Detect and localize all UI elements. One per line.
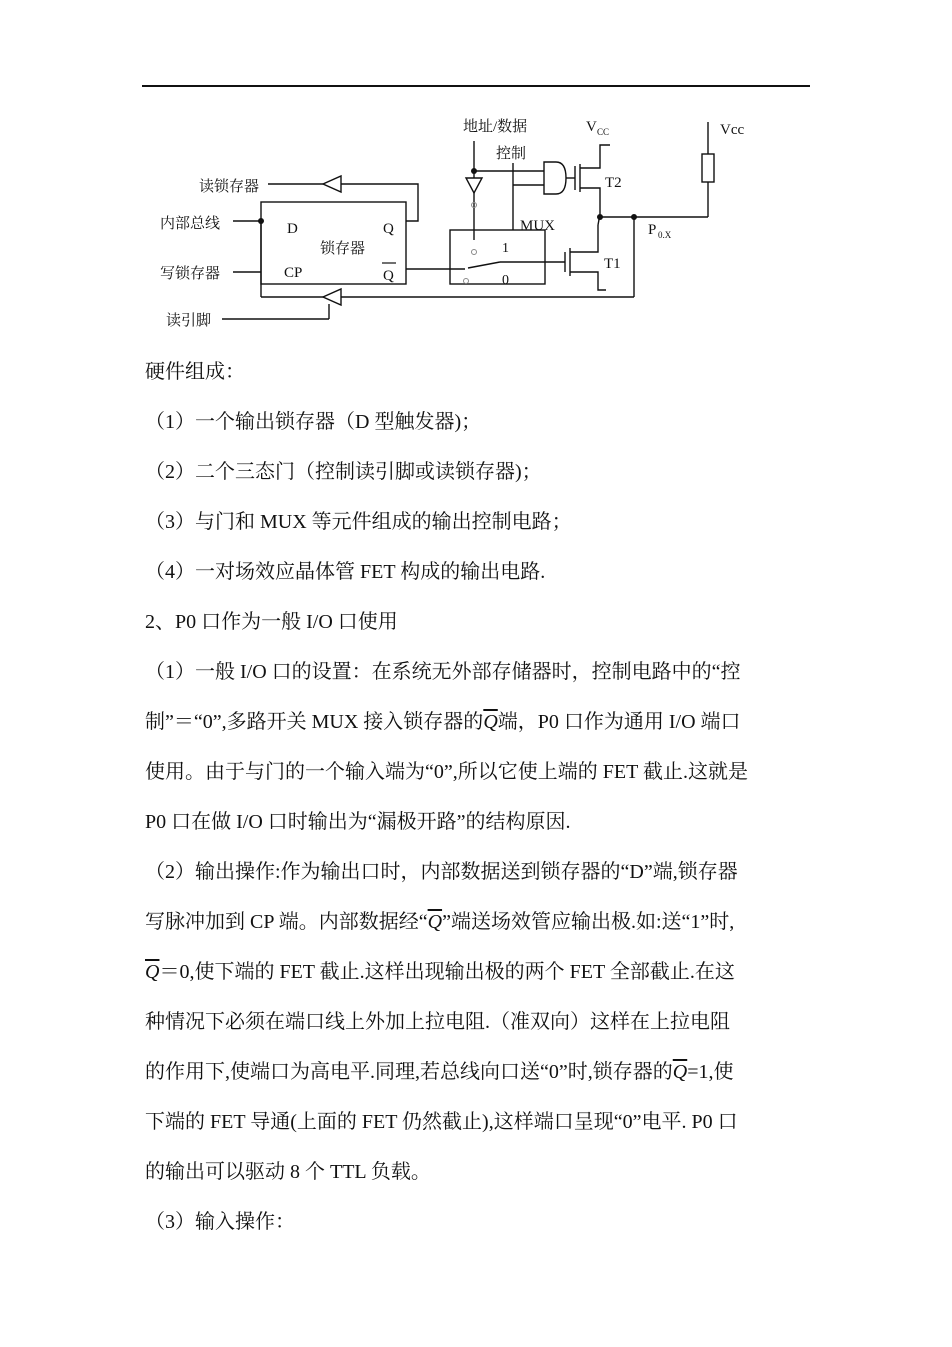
latch-q: Q — [383, 221, 394, 237]
text-line-12: 写脉冲加到 CP 端。内部数据经“$\overline{Q}$”端送场效管应输出极.如:送“1”时, — [145, 911, 735, 933]
mux-input-1: 1 — [502, 241, 509, 256]
text-line-10: P0 口在做 I/O 口时输出为“漏极开路”的结构原因. — [145, 811, 571, 833]
label-addr-data: 地址/数据 — [463, 119, 528, 135]
text-line-16: 下端的 FET 导通(上面的 FET 仍然截止),这样端口呈现“0”电平. P0 口 — [145, 1111, 738, 1133]
text-line-18: （3）输入操作： — [145, 1211, 295, 1233]
q-bar-symbol: $\overline{Q}$ — [145, 961, 160, 983]
label-p0x-sub: 0.X — [658, 230, 672, 240]
mux-box — [450, 230, 545, 284]
q-bar-symbol: $\overline{Q}$ — [483, 711, 498, 733]
mux-input-0: 0 — [502, 273, 509, 288]
latch-cp: CP — [284, 265, 303, 281]
q-bar-symbol: $\overline{Q}$ — [427, 911, 443, 933]
text-line-9: 使用。由于与门的一个输入端为“0”,所以它使上端的 FET 截止.这就是 — [145, 761, 748, 783]
q-bar-symbol: $\overline{Q}$ — [672, 1061, 688, 1083]
label-internal-bus: 内部总线 — [160, 216, 221, 232]
label-mux: MUX — [520, 218, 556, 234]
text-line-13: $\overline{Q}=0$,使下端的 FET 截止.这样出现输出极的两个 FET 全部截止.在这 — [145, 961, 735, 983]
label-vcc-right: Vcc — [720, 122, 745, 138]
latch-d: D — [287, 221, 298, 237]
text-line-3: （2）二个三态门（控制读引脚或读锁存器)； — [145, 461, 542, 483]
label-control: 控制 — [496, 146, 527, 162]
p0-port-circuit-diagram — [0, 0, 952, 340]
text-line-7: （1）一般 I/O 口的设置：在系统无外部存储器时，控制电路中的“控 — [145, 661, 741, 683]
text-line-11: （2）输出操作:作为输出口时，内部数据送到锁存器的“D”端,锁存器 — [145, 861, 738, 883]
label-t2: T2 — [605, 175, 622, 191]
latch-qbar: Q — [383, 268, 394, 284]
text-line-4: （3）与门和 MUX 等元件组成的输出控制电路； — [145, 511, 572, 533]
label-vcc-top: V — [586, 119, 597, 135]
label-p0x: P — [648, 222, 657, 238]
label-vcc-top-sub: CC — [597, 127, 610, 137]
text-line-14: 种情况下必须在端口线上外加上拉电阻.（准双向）这样在上拉电阻 — [145, 1011, 730, 1033]
text-line-17: 的输出可以驱动 8 个 TTL 负载。 — [145, 1161, 431, 1183]
label-t1: T1 — [604, 256, 621, 272]
text-line-6: 2、P0 口作为一般 I/O 口使用 — [145, 611, 398, 633]
text-line-8: 制”＝“0”,多路开关 MUX 接入锁存器的$\overline{Q}$端，P0 口作为通用 I/O 端口 — [145, 711, 741, 733]
latch-name: 锁存器 — [320, 241, 366, 257]
label-write-latch: 写锁存器 — [160, 266, 221, 282]
text-line-5: （4）一对场效应晶体管 FET 构成的输出电路. — [145, 561, 546, 583]
text-line-2: （1）一个输出锁存器（D 型触发器)； — [145, 411, 482, 433]
label-read-latch: 读锁存器 — [199, 179, 260, 195]
text-line-1: 硬件组成： — [145, 361, 245, 383]
text-line-15: 的作用下,使端口为高电平.同理,若总线向口送“0”时,锁存器的$\overline{Q}=1$,使 — [145, 1061, 734, 1083]
label-read-pin: 读引脚 — [166, 313, 212, 329]
